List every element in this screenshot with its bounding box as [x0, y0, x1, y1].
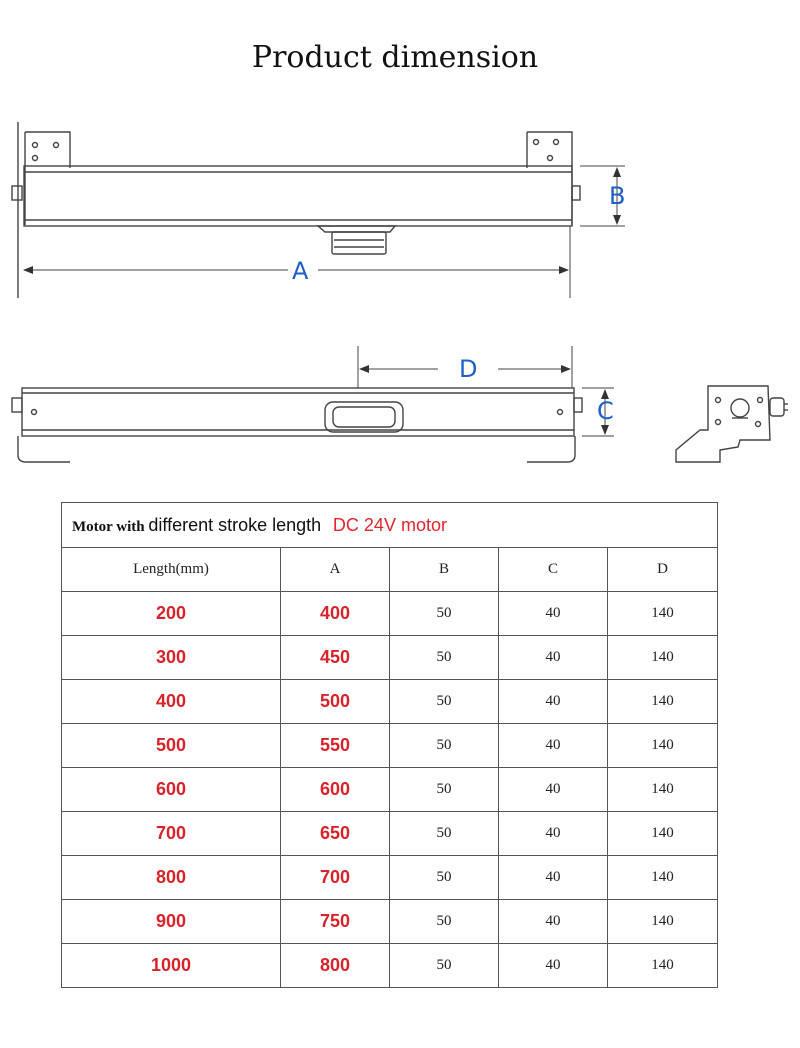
- col-header-a: A: [281, 548, 390, 592]
- heading-stroke-length: different stroke length: [148, 514, 322, 535]
- cell-d: 140: [608, 812, 718, 856]
- table-heading: [62, 503, 718, 548]
- table-row: [62, 900, 718, 944]
- cell-a: 700: [281, 856, 390, 900]
- cell-c: 40: [499, 856, 608, 900]
- cell-c: 40: [499, 944, 608, 988]
- cell-length: 700: [62, 812, 281, 856]
- page-title: Product dimension: [251, 40, 539, 75]
- cell-c: 40: [499, 812, 608, 856]
- top-view: [12, 122, 625, 298]
- cell-c: 40: [499, 636, 608, 680]
- cell-length: 1000: [62, 944, 281, 988]
- cell-a: 450: [281, 636, 390, 680]
- cell-length: 300: [62, 636, 281, 680]
- cell-b: 50: [390, 944, 499, 988]
- dim-label-c: C: [597, 397, 614, 425]
- cell-length: 900: [62, 900, 281, 944]
- cell-a: 800: [281, 944, 390, 988]
- cell-b: 50: [390, 768, 499, 812]
- side-view: [12, 346, 614, 462]
- cell-d: 140: [608, 592, 718, 636]
- cell-length: 400: [62, 680, 281, 724]
- cell-d: 140: [608, 724, 718, 768]
- cell-length: 500: [62, 724, 281, 768]
- cell-b: 50: [390, 812, 499, 856]
- col-header-b: B: [390, 548, 499, 592]
- cell-c: 40: [499, 900, 608, 944]
- cell-a: 650: [281, 812, 390, 856]
- cell-c: 40: [499, 592, 608, 636]
- table-row: [62, 812, 718, 856]
- cell-d: 140: [608, 944, 718, 988]
- col-header-c: C: [499, 548, 608, 592]
- table-row: [62, 944, 718, 988]
- table-row: [62, 856, 718, 900]
- table-row: [62, 592, 718, 636]
- table-row: [62, 636, 718, 680]
- cell-a: 500: [281, 680, 390, 724]
- cell-c: 40: [499, 768, 608, 812]
- actuator-drawing: [0, 0, 800, 500]
- stroke-length-table: [61, 502, 718, 988]
- table-row: [62, 724, 718, 768]
- dim-label-d: D: [459, 355, 478, 383]
- cell-d: 140: [608, 636, 718, 680]
- cell-length: 200: [62, 592, 281, 636]
- table-heading-row: [62, 503, 718, 548]
- table-row: [62, 680, 718, 724]
- cell-length: 800: [62, 856, 281, 900]
- cell-b: 50: [390, 592, 499, 636]
- heading-motor-with: Motor with: [72, 518, 145, 535]
- cell-c: 40: [499, 724, 608, 768]
- cell-b: 50: [390, 680, 499, 724]
- cell-d: 140: [608, 680, 718, 724]
- cell-d: 140: [608, 768, 718, 812]
- table-row: [62, 768, 718, 812]
- col-header-d: D: [608, 548, 718, 592]
- col-header-length: Length(mm): [62, 548, 281, 592]
- column-header-row: [62, 548, 718, 592]
- cell-a: 400: [281, 592, 390, 636]
- cell-b: 50: [390, 900, 499, 944]
- heading-motor-type: DC 24V motor: [332, 514, 447, 535]
- cell-c: 40: [499, 680, 608, 724]
- cell-b: 50: [390, 636, 499, 680]
- end-view: [676, 386, 788, 462]
- cell-d: 140: [608, 900, 718, 944]
- cell-a: 600: [281, 768, 390, 812]
- dim-label-b: B: [609, 182, 626, 210]
- cell-length: 600: [62, 768, 281, 812]
- cell-a: 550: [281, 724, 390, 768]
- cell-d: 140: [608, 856, 718, 900]
- cell-b: 50: [390, 856, 499, 900]
- cell-b: 50: [390, 724, 499, 768]
- dim-label-a: A: [292, 257, 309, 285]
- cell-a: 750: [281, 900, 390, 944]
